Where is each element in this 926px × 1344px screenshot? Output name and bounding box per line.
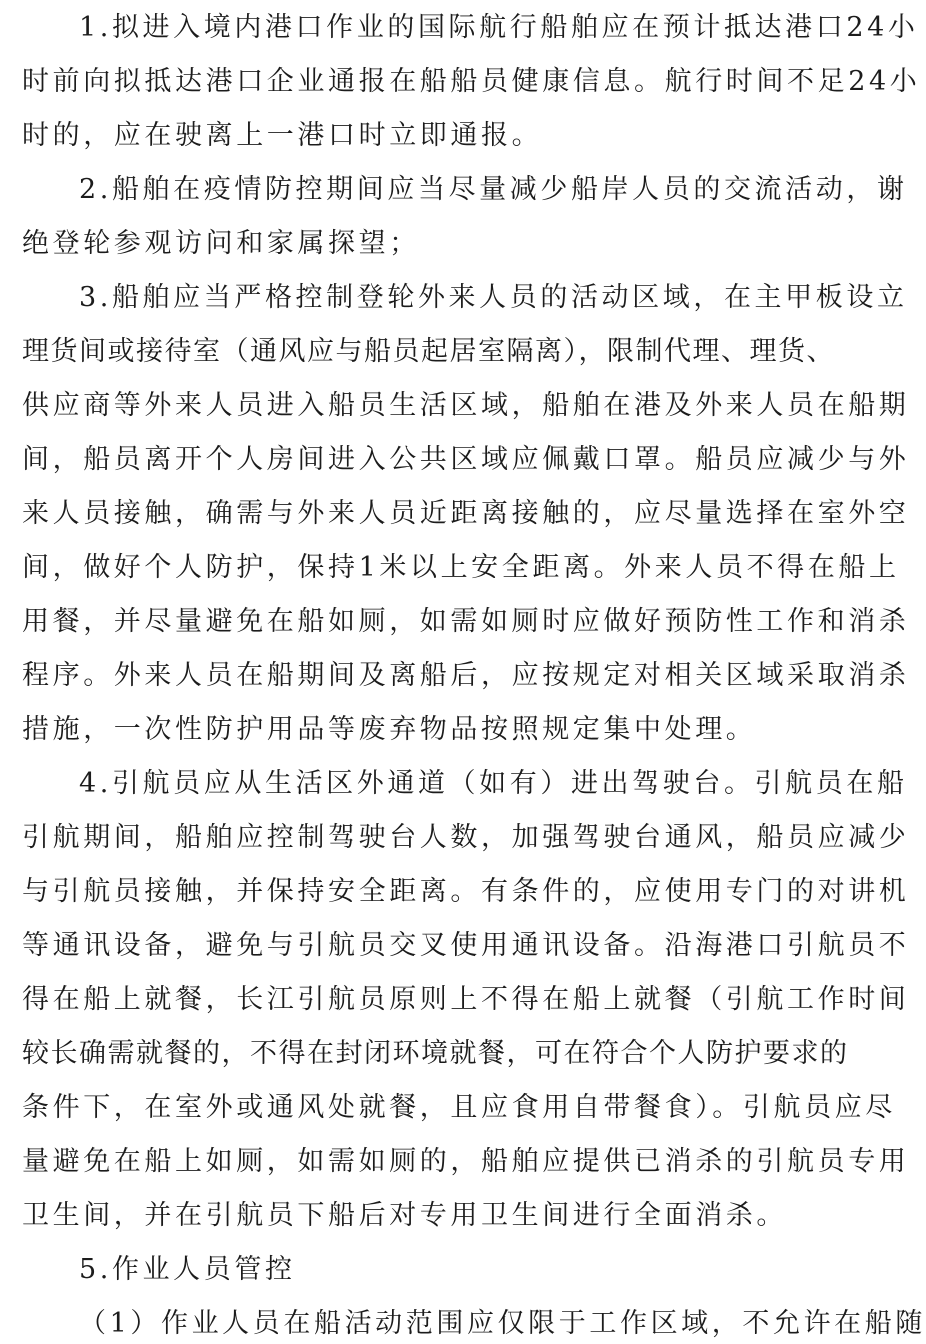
paragraph-3-line-8: 程序。外来人员在船期间及离船后，应按规定对相关区域采取消杀 xyxy=(22,660,910,691)
paragraph-4-line-2: 引航期间，船舶应控制驾驶台人数，加强驾驶台通风，船员应减少 xyxy=(22,822,910,853)
paragraph-3-line-2: 理货间或接待室（通风应与船员起居室隔离），限制代理、理货、 xyxy=(22,336,835,367)
paragraph-3-line-1: 3.船舶应当严格控制登轮外来人员的活动区域，在主甲板设立 xyxy=(79,282,908,313)
section-5-heading: 5.作业人员管控 xyxy=(79,1254,296,1285)
paragraph-4-line-8: 量避免在船上如厕，如需如厕的，船舶应提供已消杀的引航员专用 xyxy=(22,1146,910,1177)
paragraph-1-line-2: 时前向拟抵达港口企业通报在船船员健康信息。航行时间不足24小 xyxy=(22,66,921,97)
paragraph-3-line-4: 间，船员离开个人房间进入公共区域应佩戴口罩。船员应减少与外 xyxy=(22,444,910,475)
paragraph-4-line-6: 较长确需就餐的，不得在封闭环境就餐，可在符合个人防护要求的 xyxy=(22,1038,849,1069)
paragraph-4-line-1: 4.引航员应从生活区外通道（如有）进出驾驶台。引航员在船 xyxy=(79,768,908,799)
paragraph-1-line-3: 时的，应在驶离上一港口时立即通报。 xyxy=(22,120,543,151)
paragraph-5-1-line-1: （1）作业人员在船活动范围应仅限于工作区域，不允许在船随 xyxy=(79,1308,926,1339)
paragraph-3-line-5: 来人员接触，确需与外来人员近距离接触的，应尽量选择在室外空 xyxy=(22,498,910,529)
paragraph-1-line-1: 1.拟进入境内港口作业的国际航行船舶应在预计抵达港口24小 xyxy=(79,12,919,43)
paragraph-4-line-3: 与引航员接触，并保持安全距离。有条件的，应使用专门的对讲机 xyxy=(22,876,910,907)
paragraph-4-line-9: 卫生间，并在引航员下船后对专用卫生间进行全面消杀。 xyxy=(22,1200,787,1231)
paragraph-3-line-3: 供应商等外来人员进入船员生活区域，船舶在港及外来人员在船期 xyxy=(22,390,910,421)
paragraph-3-line-6: 间，做好个人防护，保持1米以上安全距离。外来人员不得在船上 xyxy=(22,552,900,583)
paragraph-3-line-7: 用餐，并尽量避免在船如厕，如需如厕时应做好预防性工作和消杀 xyxy=(22,606,910,637)
paragraph-3-line-9: 措施，一次性防护用品等废弃物品按照规定集中处理。 xyxy=(22,714,757,745)
paragraph-4-line-4: 等通讯设备，避免与引航员交叉使用通讯设备。沿海港口引航员不 xyxy=(22,930,910,961)
paragraph-2-line-2: 绝登轮参观访问和家属探望； xyxy=(22,228,420,259)
paragraph-4-line-5: 得在船上就餐，长江引航员原则上不得在船上就餐（引航工作时间 xyxy=(22,984,910,1015)
paragraph-2-line-1: 2.船舶在疫情防控期间应当尽量减少船岸人员的交流活动，谢 xyxy=(79,174,908,205)
paragraph-4-line-7: 条件下，在室外或通风处就餐，且应食用自带餐食）。引航员应尽 xyxy=(22,1092,896,1123)
